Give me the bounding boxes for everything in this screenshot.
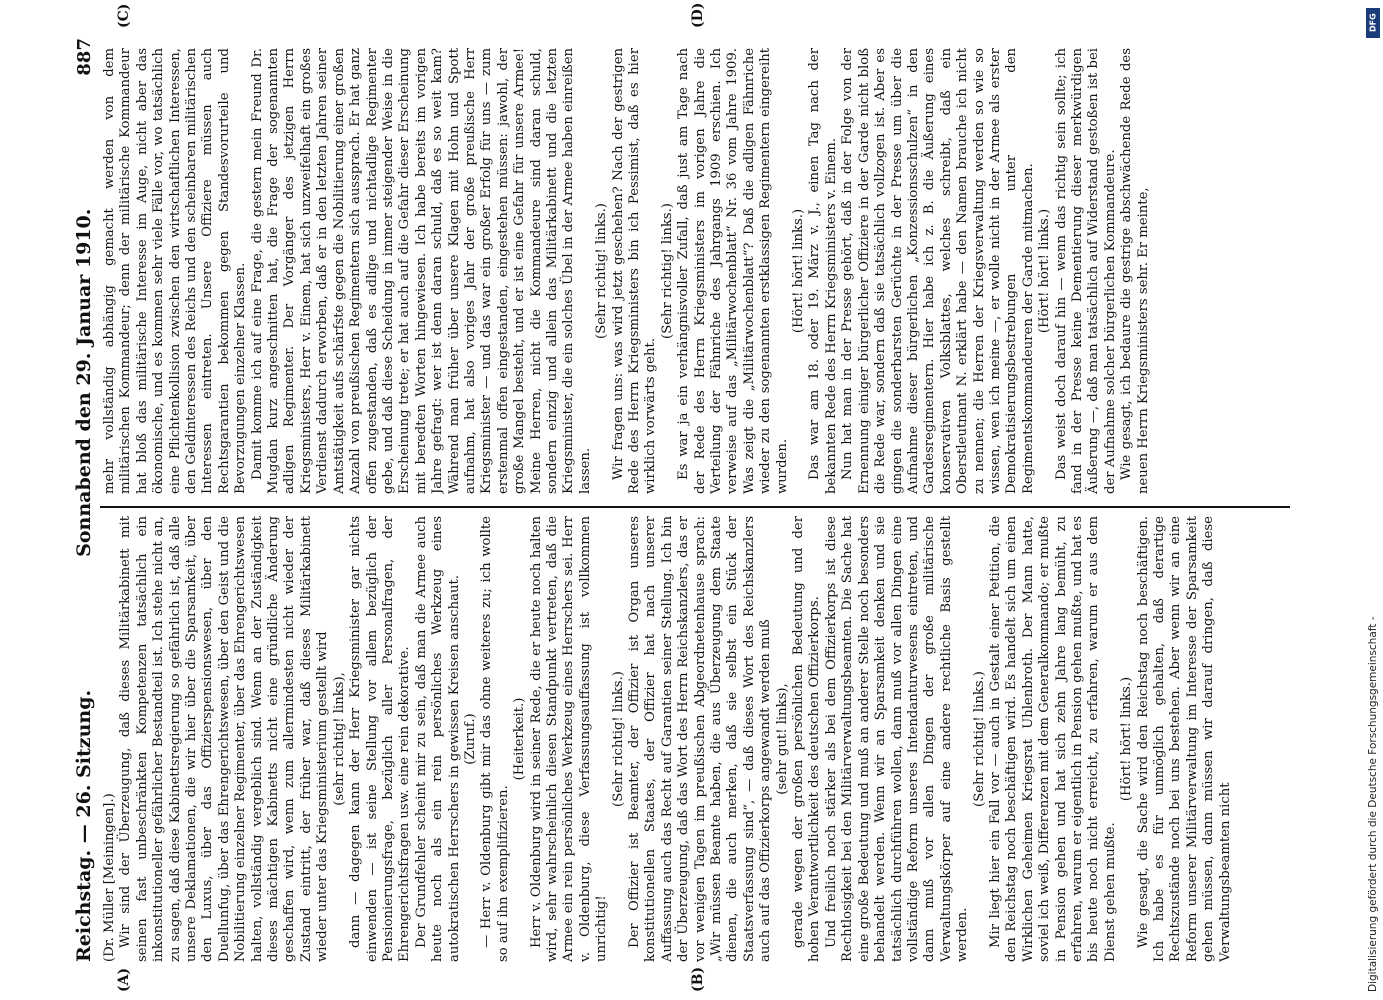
column-divider bbox=[100, 507, 1290, 509]
header-left: Reichstag. — 26. Sitzung. bbox=[73, 689, 95, 962]
interjection: (sehr gut! links), bbox=[774, 683, 790, 795]
dfg-badge-text: DFG bbox=[1368, 13, 1378, 33]
digitization-credit bbox=[1366, 8, 1380, 992]
dfg-logo-badge bbox=[1366, 8, 1380, 38]
paragraph: Und freilich noch stärker als bei dem Offizierkorps ist diese Rechtlosigkeit bei den Militärverwaltungsbeamten. Die Sache hat eine große Bedeutung und muß an anderer Stelle noch besonders behandelt werden. Wenn wir an Sparsamkeit denken und sie tatsächlich durchführen wollen, dann muß vor allen Dingen eine vollständige Reform unseres Intendanturwesens eintreten, und dann muß vor allen Dingen der große militärische Verwaltungskörper auf eine andere rechtliche Basis gestellt werden. bbox=[823, 516, 971, 962]
interjection: (Hört! hört! links.) bbox=[791, 208, 807, 334]
paragraph: Das war am 18. oder 19. März v. J., einen Tag nach der bekannten Rede des Herrn Kriegsministers v. Einem. bbox=[807, 48, 839, 494]
paragraph: Der Grundfehler scheint mir zu sein, daß man die Armee auch heute noch als ein rein persönliches Werkzeug eines autokratischen Herrschers in gewissen Kreisen anschaut. bbox=[413, 516, 462, 962]
left-column bbox=[102, 516, 1292, 962]
paragraph: dann — dagegen kann der Herr Kriegsminister gar nichts einwenden — ist seine Stellung vor allem bezüglich der Pensionierungsfrage, bezüglich aller Personalfragen, der Ehrengerichtsfragen usw. eine rein dekorative. bbox=[348, 516, 413, 962]
margin-mark-d: (D) bbox=[690, 2, 706, 28]
margin-mark-c: (C) bbox=[116, 3, 132, 28]
margin-mark-b: (B) bbox=[690, 966, 706, 992]
paragraph: Es war ja ein verhängnisvoller Zufall, daß just am Tage nach der Rede des Herrn Kriegsministers im vorigen Jahre die Verteilung der Fähnriche des Jahrgangs 1909 erschien. Ich verweise auf das „Militärwochenblatt“ Nr. 36 vom Jahre 1909. Was zeigt die „Militärwochenblatt“? Daß die adligen Fähnriche wieder zu den sogenannten erstklassigen Regimentern eingereiht wurden. bbox=[676, 48, 790, 494]
interjection: (Hört! hört! links.) bbox=[1037, 208, 1053, 334]
page-header bbox=[70, 38, 98, 962]
paragraph: Wie gesagt, die Sache wird den Reichstag noch beschäftigen. Ich habe es für unmöglich gehalten, daß derartige Rechtszustände noch bei uns bestehen. Aber wenn wir an eine Reform unserer Militärverwaltung im Interesse der Sparsamkeit gehen müssen, dann müssen wir darauf dringen, daß diese Verwaltungsbeamten nicht bbox=[1135, 516, 1233, 962]
right-column bbox=[102, 48, 1292, 494]
interjection: (Sehr richtig! links.) bbox=[659, 203, 675, 339]
paragraph: gerade wegen der großen persönlichen Bedeutung und der hohen Verantwortlichkeit des deutschen Offizierkorps. bbox=[791, 516, 823, 962]
speaker-label: (Dr. Müller [Meiningen].) bbox=[102, 793, 117, 962]
credit-text: Digitalisierung gefördert durch die Deutsche Forschungsgemeinschaft - bbox=[1367, 616, 1379, 992]
paragraph: mehr vollständig abhängig gemacht werden von dem militärischen Kommandeur; denn der militärische Kommandeur hat bloß das militärische Interesse im Auge, nicht aber das ökonomische, und es kommen sehr viele Fälle vor, wo tatsächlich eine Pflichtenkollision zwischen den wirtschaftlichen Interessen, den Geldinteressen des Reichs und den scheinbaren militärischen Interessen eintreten. Unsere Offiziere müssen auch Rechtsgarantien bekommen gegen Standesvorurteile und Bevorzugungen einzelner Klassen. bbox=[102, 48, 249, 494]
paragraph: Herr v. Oldenburg wird in seiner Rede, die er heute noch halten wird, sehr wahrscheinlich diesen Standpunkt vertreten, daß die Armee ein rein persönliches Werkzeug eines Herrschers sei. Herr v. Oldenburg, diese Verfassungsauffassung ist vollkommen unrichtig! bbox=[528, 516, 610, 962]
paragraph: Mir liegt hier ein Fall vor — auch in Gestalt einer Petition, die den Reichstag noch beschäftigen wird. Es handelt sich um einen Wirklichen Geheimen Kriegsrat Uhlenbroth. Der Mann hatte, soviel ich weiß, Differenzen mit dem Generalkommando; er mußte in Pension gehen und hat sich zehn Jahre lang bemüht, zu erfahren, warum er eigentlich in Pension gehen mußte, und hat es bis heute noch nicht erreicht, zu erfahren, warum er aus dem Dienst gehen mußte. bbox=[987, 516, 1118, 962]
interjection: (Sehr richtig! links.) bbox=[610, 671, 626, 807]
paragraph: — Herr v. Oldenburg gibt mir das ohne weiteres zu; ich wollte so auf ihn exemplifizieren. bbox=[479, 516, 511, 962]
header-date: Sonnabend den 29. Januar 1910. bbox=[73, 208, 95, 557]
paragraph: Wie gesagt, ich bedaure die gestrige abschwächende Rede des neuen Herrn Kriegsministers sehr. Er meinte, bbox=[1119, 48, 1151, 494]
paragraph: Wir sind der Überzeugung, daß dieses Militärkabinett mit seinen fast unbeschränkten Kompetenzen tatsächlich ein inkonstitutioneller gefährlicher Bestandteil ist. Ich stehe nicht an, zu sagen, daß diese Kabinettsregierung so gefährlich ist, daß alle unsere Deklamationen, die wir hier über die Sparsamkeit, über den Luxus, über das Offizierspensionswesen, über den Duellunfug, über das Ehrengerichtswesen, über den Geist und die Nobilitierung einzelner Regimenter, über das Ehrengerichtswesen halten, vollständig vergeblich sind. Wenn an der Zuständigkeit dieses mächtigen Kabinetts nicht eine gründliche Änderung geschaffen wird, wenn zum allermindesten nicht wieder der Zustand eintritt, der früher war, daß dieses Militärkabinett wieder unter das Kriegsministerium gestellt wird bbox=[118, 516, 331, 962]
interjection: (sehr richtig! links), bbox=[331, 672, 347, 806]
paragraph: Nun hat man in der Presse gehört, daß in der Folge von der Ernennung einiger bürgerlicher Offiziere in der Garde nicht bloß die Rede war, sondern daß sie tatsächlich vollzogen ist. Aber es gingen die sonderbarsten Gerüchte in der Presse um über die Aufnahme dieser bürgerlichen „Konzessionsschulzen“ in den Gardesregimentern. Hier habe ich z. B. die Äußerung eines konservativen Volksblattes, welches schreibt, daß ein Oberstleutnant N. erklärt habe — den Namen brauche ich nicht zu nennen; die Herren der Kriegsverwaltung werden so wie so wissen, wen ich meine —, er wolle nicht in der Armee als erster Demokratisierungsbestrebungen unter den Regimentskommandeuren der Garde mitmachen. bbox=[840, 48, 1036, 494]
interjection: (Hört! hört! links.) bbox=[1119, 676, 1135, 802]
paragraph: Damit komme ich auf eine Frage, die gestern mein Freund Dr. Mugdan kurz angeschnitten hat, die Frage der sogenannten adligen Regimenter. Der Vorgänger des jetzigen Herrn Kriegsministers, Herr v. Einem, hat sich unzweifelhaft ein großes Verdienst dadurch erworben, daß er in den letzten Jahren seiner Amtstätigkeit aufs schärfste gegen die Nobilitierung einer großen Anzahl von preußischen Regimentern sich aussprach. Er hat ganz offen zugestanden, daß es adlige und nichtadlige Regimenter gebe, und daß diese Scheidung in immer steigender Weise in die Erscheinung trete; er hat auch auf die Gefahr dieser Erscheinung mit beredten Worten hingewiesen. Ich habe bereits im vorigen Jahre gefragt: wer ist denn daran schuld, daß es so weit kam? Während man früher über unsere Klagen mit Hohn und Spott aufnahm, hat also voriges Jahr der große preußische Herr Kriegsminister — und das war ein großer Erfolg für uns — zum erstenmal offen eingestanden, eingestehen müssen: jawohl, der große Mangel besteht, und er ist eine Gefahr für unsere Armee! Meine Herren, nicht die Kommandeure sind daran schuld, sondern einzig und allein das Militärkabinett und die letzten Kriegsminister, die ein solches Übel in der Armee haben einreißen lassen. bbox=[249, 48, 593, 494]
interjection: (Heiterkeit.) bbox=[512, 697, 528, 781]
interjection: (Sehr richtig! links.) bbox=[594, 203, 610, 339]
paragraph: Wir fragen uns: was wird jetzt geschehen? Nach der gestrigen Rede des Herrn Kriegsministers bin ich Pessimist, daß es hier wirklich vorwärts geht. bbox=[610, 48, 659, 494]
paragraph: Das weist doch darauf hin — wenn das richtig sein sollte; ich fand in der Presse keine Dementierung dieser merkwürdigen Äußerung —, daß man tatsächlich auf Widerstand gestoßen ist bei der Aufnahme solcher bürgerlichen Kommandeure. bbox=[1053, 48, 1118, 494]
interjection: (Zuruf.) bbox=[462, 713, 478, 765]
interjection: (Sehr richtig! links.) bbox=[971, 671, 987, 807]
page-number: 887 bbox=[73, 38, 95, 76]
paragraph: Der Offizier ist Beamter, der Offizier ist Organ unseres konstitutionellen Staates, der Offizier hat nach unserer Auffassung auch das Recht auf Garantien seiner Stellung. Ich bin der Überzeugung, daß das Wort des Herrn Reichskanzlers, das er vor wenigen Tagen im preußischen Abgeordnetenhause sprach: „Wir müssen Beamte haben, die aus Überzeugung dem Staate dienen, die auch merken, daß sie selbst ein Stück der Staatsverfassung sind“, — daß dieses Wort des Reichskanzlers auch auf das Offizierkorps angewandt werden muß bbox=[627, 516, 774, 962]
margin-mark-a: (A) bbox=[116, 967, 132, 992]
